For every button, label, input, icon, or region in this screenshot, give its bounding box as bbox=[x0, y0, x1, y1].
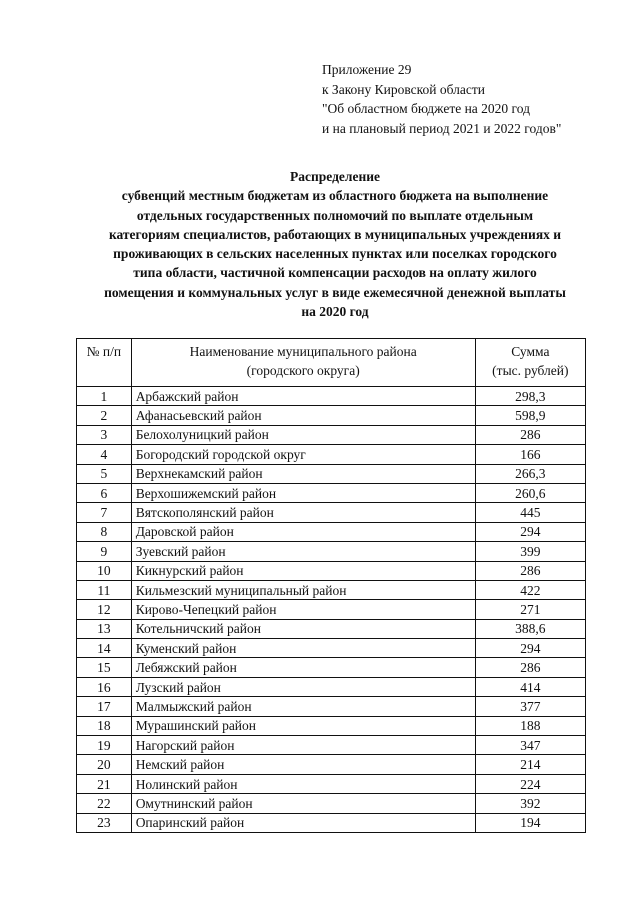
row-district-name: Нолинский район bbox=[131, 774, 475, 793]
row-district-name: Немский район bbox=[131, 755, 475, 774]
row-district-name: Афанасьевский район bbox=[131, 406, 475, 425]
row-amount: 377 bbox=[475, 697, 585, 716]
table-body bbox=[77, 387, 586, 833]
title-line: отдельных государственных полномочий по выплате отдельным bbox=[136, 207, 534, 223]
row-number: 7 bbox=[77, 503, 132, 522]
row-number: 13 bbox=[77, 619, 132, 638]
table-row bbox=[77, 503, 586, 522]
title-line: на 2020 год bbox=[301, 304, 369, 320]
row-amount: 598,9 bbox=[475, 406, 585, 425]
table-row bbox=[77, 425, 586, 444]
row-district-name: Кикнурский район bbox=[131, 561, 475, 580]
row-number: 9 bbox=[77, 542, 132, 561]
row-district-name: Нагорский район bbox=[131, 736, 475, 755]
row-number: 22 bbox=[77, 794, 132, 813]
row-number: 10 bbox=[77, 561, 132, 580]
row-amount: 294 bbox=[475, 522, 585, 541]
row-amount: 414 bbox=[475, 677, 585, 696]
row-amount: 399 bbox=[475, 542, 585, 561]
row-amount: 194 bbox=[475, 813, 585, 832]
row-amount: 214 bbox=[475, 755, 585, 774]
title-line: проживающих в сельских населенных пунктах или поселках городского bbox=[113, 246, 557, 262]
header-sum bbox=[475, 339, 585, 387]
row-district-name: Лузский район bbox=[131, 677, 475, 696]
row-number: 11 bbox=[77, 580, 132, 599]
document-title bbox=[60, 167, 610, 321]
row-district-name: Вятскополянский район bbox=[131, 503, 475, 522]
row-amount: 294 bbox=[475, 639, 585, 658]
table-row bbox=[77, 813, 586, 832]
row-district-name: Лебяжский район bbox=[131, 658, 475, 677]
row-amount: 188 bbox=[475, 716, 585, 735]
row-district-name: Верхошижемский район bbox=[131, 483, 475, 502]
table-row bbox=[77, 619, 586, 638]
row-number: 16 bbox=[77, 677, 132, 696]
row-number: 4 bbox=[77, 445, 132, 464]
table-row bbox=[77, 658, 586, 677]
distribution-table bbox=[76, 338, 586, 833]
table-row bbox=[77, 774, 586, 793]
row-amount: 166 bbox=[475, 445, 585, 464]
row-district-name: Омутнинский район bbox=[131, 794, 475, 813]
row-amount: 271 bbox=[475, 600, 585, 619]
table-row bbox=[77, 406, 586, 425]
header-name bbox=[131, 339, 475, 387]
row-number: 18 bbox=[77, 716, 132, 735]
row-amount: 445 bbox=[475, 503, 585, 522]
row-district-name: Малмыжский район bbox=[131, 697, 475, 716]
row-amount: 286 bbox=[475, 425, 585, 444]
row-number: 19 bbox=[77, 736, 132, 755]
table-row bbox=[77, 580, 586, 599]
table-row bbox=[77, 736, 586, 755]
row-number: 8 bbox=[77, 522, 132, 541]
row-number: 5 bbox=[77, 464, 132, 483]
table-row bbox=[77, 522, 586, 541]
title-line: субвенций местным бюджетам из областного бюджета на выполнение bbox=[121, 188, 549, 204]
row-district-name: Белохолуницкий район bbox=[131, 425, 475, 444]
table-row bbox=[77, 483, 586, 502]
row-district-name: Мурашинский район bbox=[131, 716, 475, 735]
row-number: 2 bbox=[77, 406, 132, 425]
row-amount: 422 bbox=[475, 580, 585, 599]
row-district-name: Богородский городской округ bbox=[131, 445, 475, 464]
table-row bbox=[77, 716, 586, 735]
table-row bbox=[77, 542, 586, 561]
row-number: 17 bbox=[77, 697, 132, 716]
header-sum-line1: Сумма bbox=[511, 344, 550, 359]
row-district-name: Верхнекамский район bbox=[131, 464, 475, 483]
row-number: 21 bbox=[77, 774, 132, 793]
title-line: категориям специалистов, работающих в муниципальных учреждениях и bbox=[108, 226, 562, 242]
row-district-name: Куменский район bbox=[131, 639, 475, 658]
row-district-name: Зуевский район bbox=[131, 542, 475, 561]
row-amount: 298,3 bbox=[475, 387, 585, 406]
header-num bbox=[77, 339, 132, 387]
row-number: 20 bbox=[77, 755, 132, 774]
table-row bbox=[77, 697, 586, 716]
row-number: 12 bbox=[77, 600, 132, 619]
row-amount: 392 bbox=[475, 794, 585, 813]
table-row bbox=[77, 794, 586, 813]
row-number: 1 bbox=[77, 387, 132, 406]
row-district-name: Котельничский район bbox=[131, 619, 475, 638]
row-district-name: Опаринский район bbox=[131, 813, 475, 832]
table-row bbox=[77, 677, 586, 696]
table-row bbox=[77, 445, 586, 464]
row-amount: 224 bbox=[475, 774, 585, 793]
row-amount: 286 bbox=[475, 658, 585, 677]
title-line: типа области, частичной компенсации расходов на оплату жилого bbox=[133, 265, 537, 281]
appendix-header bbox=[322, 60, 561, 138]
title-line: Распределение bbox=[289, 169, 381, 184]
row-district-name: Арбажский район bbox=[131, 387, 475, 406]
appendix-line: "Об областном бюджете на 2020 год bbox=[322, 101, 530, 116]
header-num-label: № п/п bbox=[86, 344, 122, 359]
table-row bbox=[77, 387, 586, 406]
row-amount: 388,6 bbox=[475, 619, 585, 638]
row-number: 15 bbox=[77, 658, 132, 677]
table-row bbox=[77, 600, 586, 619]
table-header-row bbox=[77, 339, 586, 387]
appendix-line: Приложение 29 bbox=[322, 62, 412, 77]
row-district-name: Даровской район bbox=[131, 522, 475, 541]
table-row bbox=[77, 639, 586, 658]
row-number: 3 bbox=[77, 425, 132, 444]
row-amount: 347 bbox=[475, 736, 585, 755]
header-name-line1: Наименование муниципального района bbox=[189, 344, 417, 359]
appendix-line: к Закону Кировской области bbox=[322, 81, 486, 97]
row-amount: 286 bbox=[475, 561, 585, 580]
table-row bbox=[77, 464, 586, 483]
row-number: 14 bbox=[77, 639, 132, 658]
row-amount: 260,6 bbox=[475, 483, 585, 502]
title-line: помещения и коммунальных услуг в виде ежемесячной денежной выплаты bbox=[104, 284, 566, 300]
row-district-name: Кильмезский муниципальный район bbox=[131, 580, 475, 599]
table-row bbox=[77, 755, 586, 774]
row-amount: 266,3 bbox=[475, 464, 585, 483]
table-row bbox=[77, 561, 586, 580]
row-district-name: Кирово-Чепецкий район bbox=[131, 600, 475, 619]
appendix-line: и на плановый период 2021 и 2022 годов" bbox=[322, 120, 562, 136]
header-name-line2: (городского округа) bbox=[246, 363, 360, 378]
row-number: 23 bbox=[77, 813, 132, 832]
header-sum-line2: (тыс. рублей) bbox=[492, 363, 569, 378]
row-number: 6 bbox=[77, 483, 132, 502]
